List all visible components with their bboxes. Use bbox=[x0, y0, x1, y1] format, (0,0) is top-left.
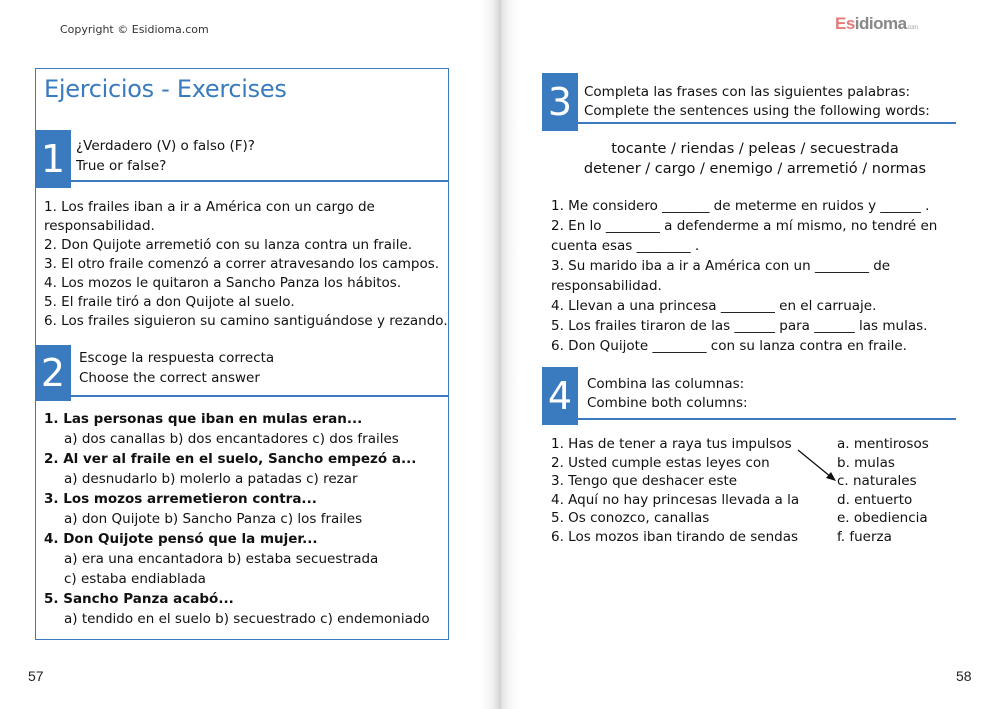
exercise-4-instruction bbox=[587, 375, 748, 413]
instruction-es: Escoge la respuesta correcta bbox=[79, 350, 275, 366]
instruction-es: Completa las frases con las siguientes palabras: bbox=[584, 84, 911, 100]
word-bank-line-1: tocante / riendas / peleas / secuestrada bbox=[611, 141, 899, 157]
word-bank bbox=[535, 140, 975, 179]
exercise-3-number-badge: 3 bbox=[542, 73, 578, 131]
list-item: 4. Los mozos le quitaron a Sancho Panza los hábitos. bbox=[44, 275, 402, 291]
instruction-en: Combine both columns: bbox=[587, 395, 748, 411]
logo-idioma: idioma bbox=[854, 14, 907, 33]
esidioma-logo bbox=[835, 14, 918, 34]
list-item: 6. Don Quijote ________ con su lanza contra en fraile. bbox=[551, 338, 907, 354]
list-item: 1. Los frailes iban a ir a América con un cargo de bbox=[44, 199, 375, 215]
list-item: 3. El otro fraile comenzó a correr atravesando los campos. bbox=[44, 256, 440, 272]
exercise-2-list bbox=[44, 409, 430, 629]
answer-options: a) era una encantadora b) estaba secuestrada bbox=[64, 551, 379, 567]
question: 3. Los mozos arremetieron contra... bbox=[44, 491, 317, 507]
logo-com: .com bbox=[906, 25, 918, 31]
copyright-notice: Copyright © Esidioma.com bbox=[60, 23, 209, 36]
exercise-1-rule bbox=[71, 180, 449, 182]
logo-es: Es bbox=[835, 14, 855, 33]
list-item: 5. Los frailes tiraron de las ______ para ______ las mulas. bbox=[551, 318, 928, 334]
answer-options: a) dos canallas b) dos encantadores c) dos frailes bbox=[64, 431, 399, 447]
answer-options: a) tendido en el suelo b) secuestrado c) endemoniado bbox=[64, 611, 430, 627]
exercise-4-number-badge: 4 bbox=[542, 367, 578, 425]
page-number-left: 57 bbox=[28, 668, 44, 684]
exercise-2-number-badge: 2 bbox=[35, 345, 71, 401]
example-arrow-icon bbox=[795, 444, 840, 484]
answer-options: c) estaba endiablada bbox=[64, 571, 206, 587]
exercise-1-instruction bbox=[76, 137, 255, 176]
match-item: 2. Usted cumple estas leyes con bbox=[551, 454, 770, 471]
match-left-column bbox=[551, 435, 799, 546]
match-item: 5. Os conozco, canallas bbox=[551, 510, 710, 526]
match-option: f. fuerza bbox=[837, 528, 892, 545]
page-number-right: 58 bbox=[956, 668, 972, 684]
instruction-es: Combina las columnas: bbox=[587, 376, 745, 392]
exercise-2-instruction bbox=[79, 349, 274, 388]
word-bank-line-2: detener / cargo / enemigo / arremetió / normas bbox=[583, 160, 927, 177]
question: 5. Sancho Panza acabó... bbox=[44, 591, 234, 607]
list-item: 5. El fraile tiró a don Quijote al suelo. bbox=[44, 294, 295, 310]
instruction-en: True or false? bbox=[76, 157, 167, 174]
left-page bbox=[0, 0, 495, 709]
list-item: 4. Llevan a una princesa ________ en el carruaje. bbox=[551, 298, 877, 314]
instruction-en: Complete the sentences using the following words: bbox=[584, 102, 930, 119]
exercise-1-number-badge: 1 bbox=[35, 130, 71, 188]
list-item: responsabilidad. bbox=[551, 278, 662, 294]
exercise-3-rule bbox=[578, 122, 956, 124]
instruction-en: Choose the correct answer bbox=[79, 369, 260, 386]
match-right-column bbox=[837, 435, 929, 546]
list-item: 6. Los frailes siguieron su camino santiguándose y rezando. bbox=[44, 313, 448, 329]
match-item: 3. Tengo que deshacer este bbox=[551, 473, 738, 489]
match-option: a. mentirosos bbox=[837, 436, 929, 452]
answer-options: a) desnudarlo b) molerlo a patadas c) rezar bbox=[64, 471, 358, 487]
match-item: 6. Los mozos iban tirando de sendas bbox=[551, 528, 799, 545]
exercise-3-list bbox=[551, 196, 937, 356]
list-item: 2. Don Quijote arremetió con su lanza contra un fraile. bbox=[44, 237, 413, 253]
list-item: responsabilidad. bbox=[44, 218, 155, 234]
match-item: 1. Has de tener a raya tus impulsos bbox=[551, 436, 792, 452]
match-option: d. entuerto bbox=[837, 491, 913, 508]
match-option: e. obediencia bbox=[837, 510, 928, 526]
exercise-2-rule bbox=[71, 395, 449, 397]
match-item: 4. Aquí no hay princesas llevada a la bbox=[551, 491, 800, 508]
box-title: Ejercicios - Exercises bbox=[44, 75, 287, 103]
exercise-1-list bbox=[44, 198, 448, 331]
question: 2. Al ver al fraile en el suelo, Sancho empezó a... bbox=[44, 451, 417, 467]
question: 1. Las personas que iban en mulas eran... bbox=[44, 411, 363, 427]
list-item: 3. Su marido iba a ir a América con un ________ de bbox=[551, 258, 891, 274]
instruction-es: ¿Verdadero (V) o falso (F)? bbox=[76, 138, 255, 154]
exercise-3-instruction bbox=[584, 83, 930, 120]
question: 4. Don Quijote pensó que la mujer... bbox=[44, 531, 318, 547]
match-option: b. mulas bbox=[837, 454, 895, 471]
answer-options: a) don Quijote b) Sancho Panza c) los frailes bbox=[64, 511, 363, 527]
list-item: 2. En lo ________ a defenderme a mí mismo, no tendré en bbox=[551, 218, 938, 234]
list-item: cuenta esas ________ . bbox=[551, 238, 700, 254]
exercise-4-rule bbox=[578, 418, 956, 420]
match-option: c. naturales bbox=[837, 473, 917, 489]
list-item: 1. Me considero _______ de meterme en ruidos y ______ . bbox=[551, 198, 930, 214]
